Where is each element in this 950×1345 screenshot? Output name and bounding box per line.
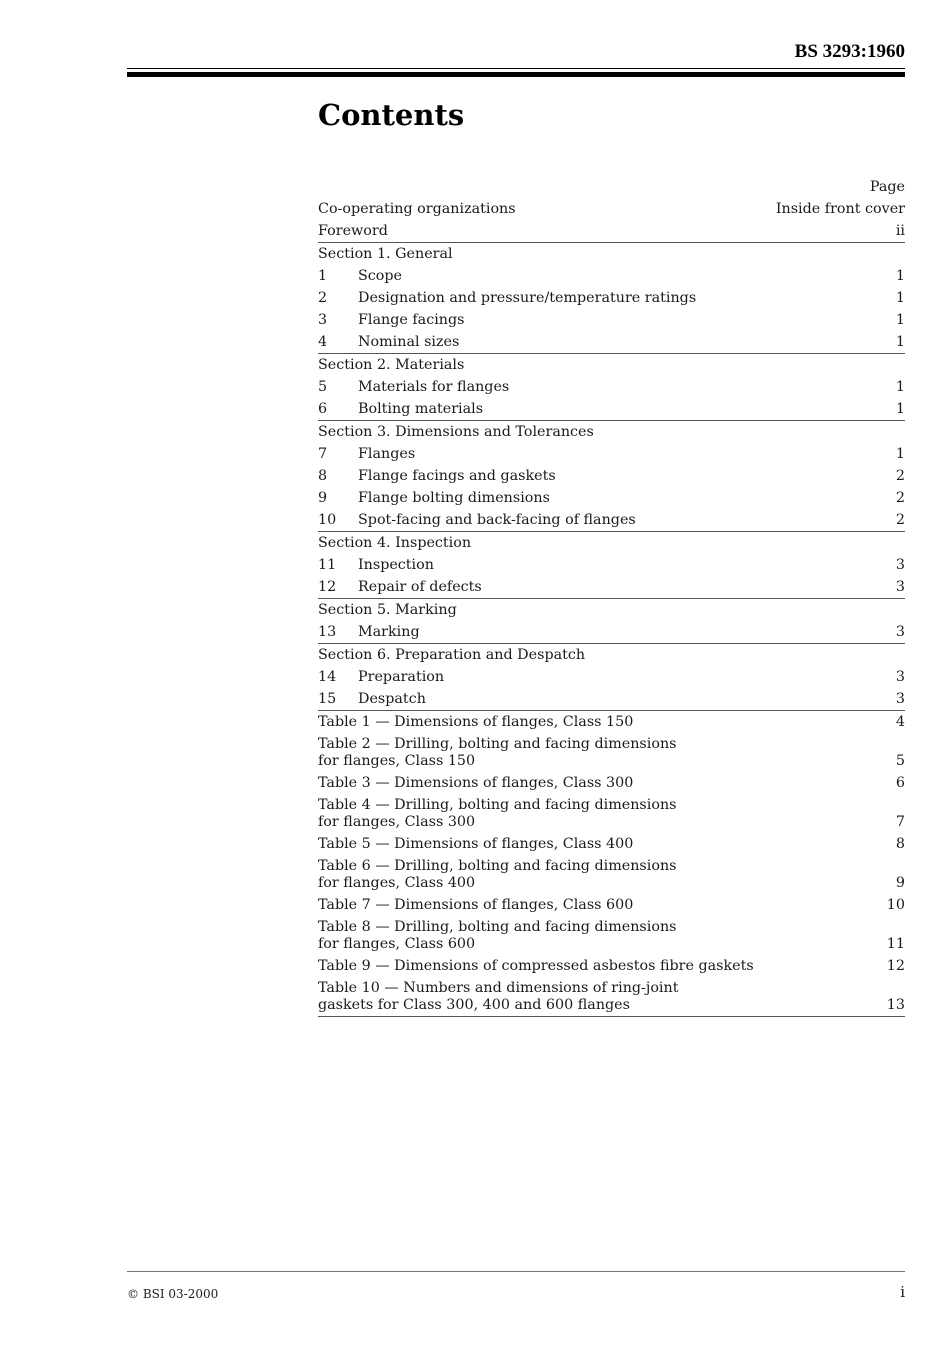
toc-entry-label-line2: for flanges, Class 600 — [318, 936, 476, 952]
toc-entry-label — [318, 919, 905, 953]
toc-page-number: 10 — [886, 897, 905, 913]
footer-copyright: © BSI 03-2000 — [127, 1287, 219, 1301]
toc-item — [318, 287, 905, 309]
toc-entry-label: Despatch — [358, 691, 426, 707]
toc-item — [318, 465, 905, 487]
toc-table-entry — [318, 977, 905, 1017]
toc-entry-label: Co-operating organizations — [318, 201, 516, 217]
toc-entry-label: Foreword — [318, 223, 388, 239]
toc-page-number: 3 — [895, 669, 905, 685]
toc-entry-label: Preparation — [358, 669, 445, 685]
toc-entry-label: Section 1. General — [318, 246, 453, 262]
toc-entry-label: Flanges — [358, 446, 416, 462]
toc-item-number: 12 — [318, 579, 337, 595]
toc-item-number: 6 — [318, 401, 328, 417]
footer-page-number: i — [900, 1283, 905, 1301]
toc-entry-label-line1: Table 2 — Drilling, bolting and facing dimensions — [318, 736, 677, 752]
toc-entry-label: Bolting materials — [358, 401, 484, 417]
toc-page-number: 7 — [895, 814, 905, 830]
toc-item-number: 5 — [318, 379, 328, 395]
toc-table-entry — [318, 894, 905, 916]
toc-table-entry — [318, 711, 905, 733]
toc-item — [318, 309, 905, 331]
toc-entry-label: Section 5. Marking — [318, 602, 457, 618]
toc-page-number: 4 — [895, 714, 905, 730]
toc-page-number: 2 — [895, 468, 905, 484]
toc-item — [318, 554, 905, 576]
toc-page-number: 3 — [895, 691, 905, 707]
page-column-heading: Page — [869, 179, 905, 195]
toc-page-number: 3 — [895, 579, 905, 595]
toc-entry-label: Table 7 — Dimensions of flanges, Class 600 — [318, 897, 634, 913]
toc-item-number: 3 — [318, 312, 328, 328]
toc-page-number: ii — [895, 223, 905, 239]
toc-entry-label: Flange facings — [358, 312, 465, 328]
footer-rule — [127, 1271, 905, 1272]
toc-item-number: 14 — [318, 669, 337, 685]
header-rule-thin — [127, 68, 905, 69]
toc-page-number: 1 — [895, 268, 905, 284]
toc-table-entry — [318, 772, 905, 794]
toc-page-number: 9 — [895, 875, 905, 891]
toc-page-number: 2 — [895, 512, 905, 528]
toc-item-number: 2 — [318, 290, 328, 306]
toc-page-number: 1 — [895, 312, 905, 328]
toc-page-number: 1 — [895, 446, 905, 462]
toc-item-number: 13 — [318, 624, 337, 640]
toc-entry-label: Spot-facing and back-facing of flanges — [358, 512, 636, 528]
toc-entry-label — [318, 858, 905, 892]
document-code: BS 3293:1960 — [794, 41, 905, 62]
toc-page-number: 1 — [895, 379, 905, 395]
toc-item — [318, 487, 905, 509]
toc-section-heading — [318, 354, 905, 376]
toc-entry-label: Flange facings and gaskets — [358, 468, 556, 484]
toc-item — [318, 509, 905, 532]
toc-item — [318, 265, 905, 287]
toc-page-number: 12 — [886, 958, 905, 974]
toc-page-number: 8 — [895, 836, 905, 852]
toc-table-entry — [318, 855, 905, 894]
toc-item — [318, 666, 905, 688]
toc-page-number: 6 — [895, 775, 905, 791]
toc-item — [318, 331, 905, 354]
toc-entry-label-line1: Table 10 — Numbers and dimensions of ring-joint — [318, 980, 679, 996]
toc-page-number: 5 — [895, 753, 905, 769]
toc-page-number: 13 — [886, 997, 905, 1013]
toc-entry-label-line2: gaskets for Class 300, 400 and 600 flanges — [318, 997, 630, 1013]
toc-entry — [318, 220, 905, 243]
toc-item-number: 4 — [318, 334, 328, 350]
toc-entry-label: Inspection — [358, 557, 434, 573]
page-title: Contents — [318, 98, 465, 132]
toc-entry-label-line1: Table 8 — Drilling, bolting and facing dimensions — [318, 919, 677, 935]
toc-table-entry — [318, 916, 905, 955]
toc-item — [318, 688, 905, 711]
toc-item-number: 8 — [318, 468, 328, 484]
toc-item — [318, 621, 905, 644]
toc-page-number: 11 — [886, 936, 905, 952]
toc-item-number: 15 — [318, 691, 337, 707]
toc-table-entry — [318, 833, 905, 855]
toc-entry-label: Table 5 — Dimensions of flanges, Class 400 — [318, 836, 634, 852]
toc-item-number: 7 — [318, 446, 328, 462]
toc-entry-label — [318, 736, 905, 770]
toc-table-entry — [318, 733, 905, 772]
toc-entry-label-line1: Table 6 — Drilling, bolting and facing dimensions — [318, 858, 677, 874]
header-rule-thick — [127, 72, 905, 77]
toc-entry-label: Section 6. Preparation and Despatch — [318, 647, 586, 663]
toc-entry-label: Flange bolting dimensions — [358, 490, 550, 506]
toc-table-entry — [318, 794, 905, 833]
toc-page-number: 3 — [895, 557, 905, 573]
toc-entry-label — [318, 797, 905, 831]
toc-page-number: 1 — [895, 401, 905, 417]
toc-section-heading — [318, 599, 905, 621]
toc-page-number: 3 — [895, 624, 905, 640]
toc-item — [318, 443, 905, 465]
toc-section-heading — [318, 421, 905, 443]
toc-entry-label: Table 1 — Dimensions of flanges, Class 150 — [318, 714, 634, 730]
toc-item-number: 9 — [318, 490, 328, 506]
toc-entry-label: Table 3 — Dimensions of flanges, Class 300 — [318, 775, 634, 791]
toc-item-number: 10 — [318, 512, 337, 528]
toc-page-number: 1 — [895, 290, 905, 306]
toc-entry-label-line2: for flanges, Class 150 — [318, 753, 476, 769]
toc-entry-label-line2: for flanges, Class 300 — [318, 814, 476, 830]
toc-entry-label: Marking — [358, 624, 420, 640]
table-of-contents — [318, 176, 905, 1017]
toc-page-number: 1 — [895, 334, 905, 350]
toc-entry-label: Nominal sizes — [358, 334, 460, 350]
toc-entry-label — [318, 980, 905, 1014]
toc-section-heading — [318, 532, 905, 554]
toc-entry-label: Section 4. Inspection — [318, 535, 472, 551]
toc-page-number: 2 — [895, 490, 905, 506]
toc-entry-label: Scope — [358, 268, 403, 284]
toc-item — [318, 398, 905, 421]
toc-section-heading — [318, 644, 905, 666]
toc-entry-label: Repair of defects — [358, 579, 482, 595]
toc-page-number: Inside front cover — [775, 201, 905, 217]
toc-entry-label: Section 3. Dimensions and Tolerances — [318, 424, 594, 440]
toc-item-number: 11 — [318, 557, 337, 573]
toc-table-entry — [318, 955, 905, 977]
toc-entry-label: Table 9 — Dimensions of compressed asbestos fibre gaskets — [318, 958, 754, 974]
toc-entry — [318, 198, 905, 220]
toc-section-heading — [318, 243, 905, 265]
toc-entry-label-line1: Table 4 — Drilling, bolting and facing dimensions — [318, 797, 677, 813]
toc-item-number: 1 — [318, 268, 328, 284]
toc-entry-label: Materials for flanges — [358, 379, 510, 395]
toc-entry-label: Designation and pressure/temperature ratings — [358, 290, 697, 306]
toc-entry-label: Section 2. Materials — [318, 357, 465, 373]
toc-item — [318, 576, 905, 599]
toc-item — [318, 376, 905, 398]
toc-entry-label-line2: for flanges, Class 400 — [318, 875, 476, 891]
